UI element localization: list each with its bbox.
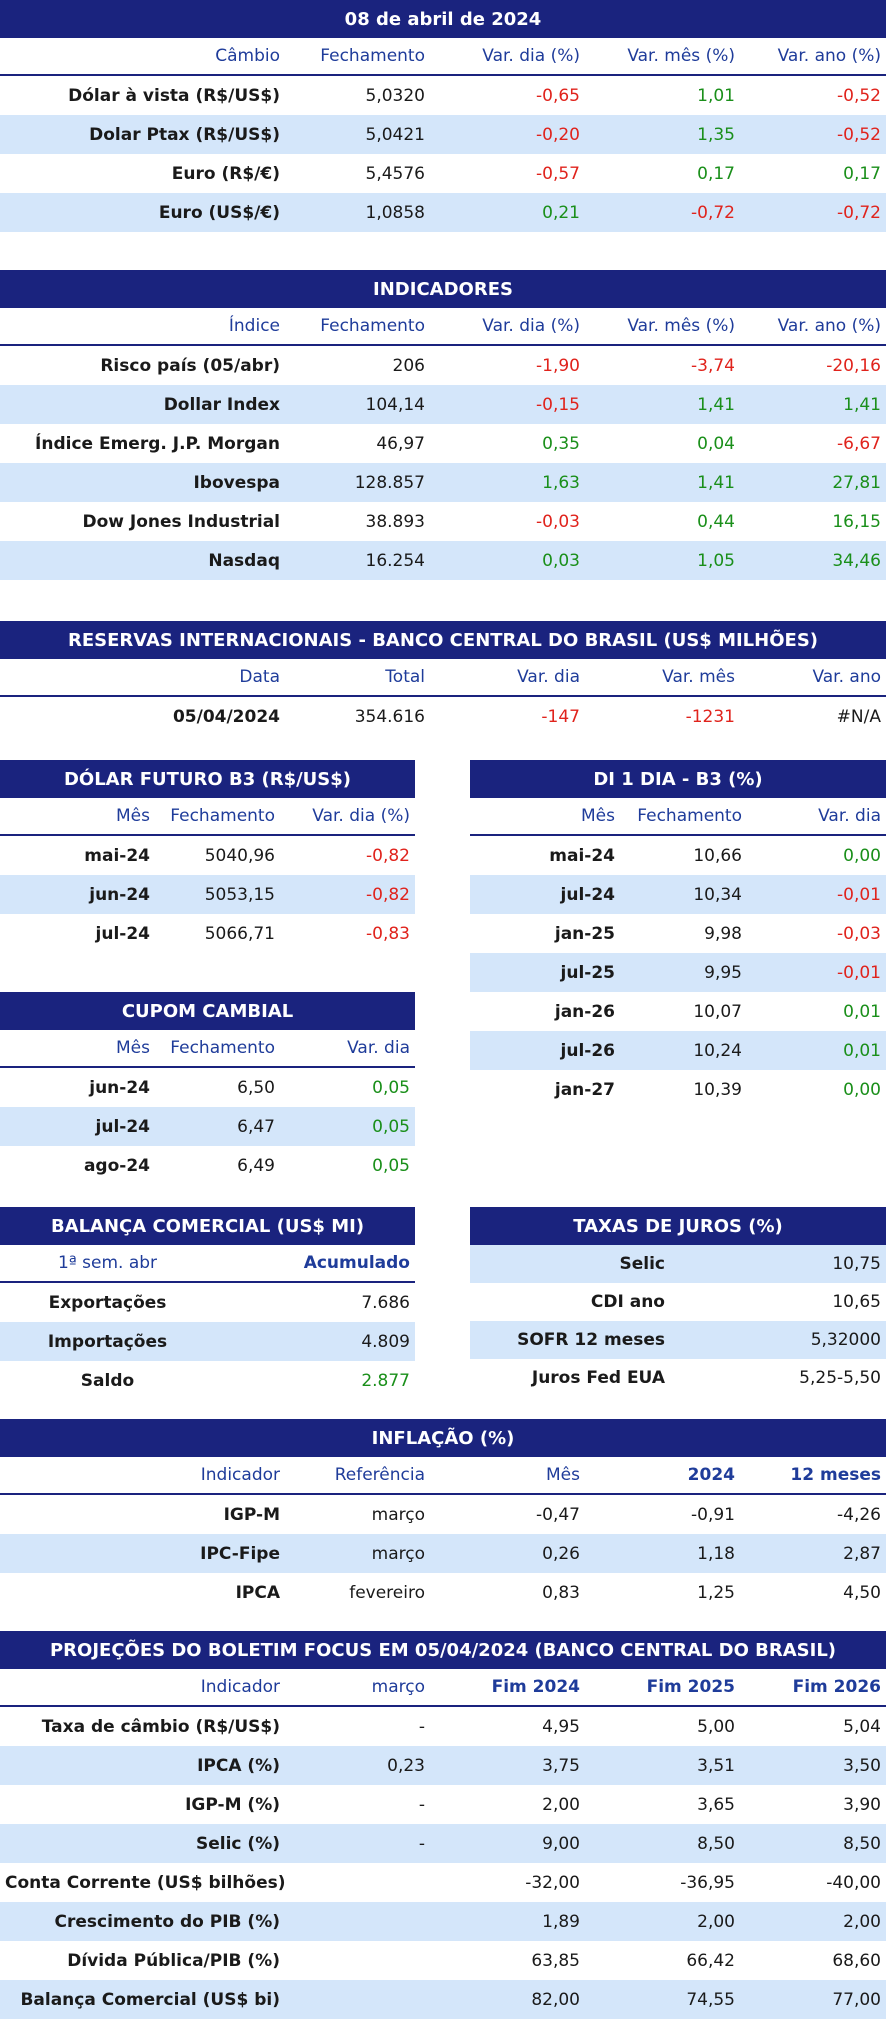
row-label: Ibovespa <box>193 472 280 493</box>
inflacao-table <box>0 1419 886 1612</box>
section-title: DÓLAR FUTURO B3 (R$/US$) <box>0 760 415 798</box>
row-label: Conta Corrente (US$ bilhões) <box>5 1872 286 1893</box>
cell-value: 0,03 <box>542 550 580 571</box>
column-header: Fim 2026 <box>792 1677 881 1697</box>
cell-value: 63,85 <box>531 1950 580 1971</box>
cell-value: 0,05 <box>372 1155 410 1176</box>
row-label: Taxa de câmbio (R$/US$) <box>41 1716 280 1737</box>
row-label: CDI ano <box>590 1292 665 1312</box>
table-row <box>0 914 415 953</box>
cell-value: 1,41 <box>697 472 735 493</box>
cell-value: 0,04 <box>697 433 735 454</box>
cell-value: - <box>418 1716 425 1737</box>
cell-value: 9,00 <box>542 1833 580 1854</box>
table-row <box>470 914 886 953</box>
column-header: Mês <box>116 806 150 826</box>
cell-value: 0,35 <box>542 433 580 454</box>
cell-value: 16,15 <box>832 511 881 532</box>
cell-value: -0,47 <box>536 1504 580 1525</box>
table-row <box>0 1068 415 1107</box>
header-row <box>0 1669 886 1707</box>
column-header: Índice <box>228 316 280 336</box>
table-row <box>0 463 886 502</box>
cell-value: -1231 <box>685 706 735 727</box>
cell-value: 3,75 <box>542 1755 580 1776</box>
column-header: Fechamento <box>320 46 425 66</box>
row-label: Euro (US$/€) <box>158 202 280 223</box>
row-label: Risco país (05/abr) <box>100 355 280 376</box>
table-row <box>470 1031 886 1070</box>
row-label: jan-27 <box>554 1079 615 1100</box>
cell-value: 1,0858 <box>365 202 425 223</box>
indicadores-table <box>0 270 886 580</box>
column-header: Var. dia <box>517 667 580 687</box>
cell-value: 206 <box>392 355 425 376</box>
column-header: Câmbio <box>215 46 280 66</box>
table-row <box>470 1245 886 1283</box>
cell-value: 8,50 <box>697 1833 735 1854</box>
cell-value: 2,00 <box>843 1911 881 1932</box>
cell-value: 38.893 <box>365 511 425 532</box>
cell-value: 0,00 <box>843 845 881 866</box>
cell-value: 6,50 <box>237 1077 275 1098</box>
table-row <box>0 875 415 914</box>
section-title: INDICADORES <box>0 270 886 308</box>
cell-value: 46,97 <box>376 433 425 454</box>
row-label: jan-26 <box>554 1001 615 1022</box>
column-header: Mês <box>116 1038 150 1058</box>
row-label: Euro (R$/€) <box>171 163 280 184</box>
column-header: Var. dia <box>347 1038 410 1058</box>
cell-value: -0,03 <box>837 923 881 944</box>
cell-value: 104,14 <box>365 394 425 415</box>
cell-value: -40,00 <box>826 1872 881 1893</box>
table-row <box>0 1573 886 1612</box>
cell-value: fevereiro <box>349 1582 425 1603</box>
column-header: Acumulado <box>303 1253 410 1273</box>
cell-value: 10,07 <box>693 1001 742 1022</box>
table-row <box>0 1863 886 1902</box>
row-label: jul-24 <box>95 1116 150 1137</box>
cell-value: 5040,96 <box>204 845 275 866</box>
cell-value: 0,01 <box>843 1001 881 1022</box>
cell-value: 1,05 <box>697 550 735 571</box>
table-row <box>470 1359 886 1397</box>
cell-value: 74,55 <box>686 1989 735 2010</box>
balanca-table <box>0 1207 415 1400</box>
column-header: Mês <box>581 806 615 826</box>
cell-value: 1,25 <box>697 1582 735 1603</box>
cell-value: 0,17 <box>843 163 881 184</box>
header-row <box>0 1245 415 1283</box>
table-row <box>470 875 886 914</box>
header-row <box>0 1457 886 1495</box>
cell-value: - <box>418 1833 425 1854</box>
table-row <box>0 1146 415 1185</box>
cell-value: 0,05 <box>372 1077 410 1098</box>
table-row <box>0 1746 886 1785</box>
table-row <box>0 1107 415 1146</box>
row-label: jul-24 <box>560 884 615 905</box>
column-header: Var. dia (%) <box>482 316 580 336</box>
juros-table <box>470 1207 886 1397</box>
table-row <box>470 953 886 992</box>
cell-value: 0,01 <box>843 1040 881 1061</box>
row-label: Saldo <box>80 1370 135 1391</box>
column-header: 12 meses <box>790 1465 881 1485</box>
cell-value: 354.616 <box>354 706 425 727</box>
column-header: Var. ano <box>812 667 881 687</box>
column-header: Fechamento <box>170 1038 275 1058</box>
row-label: Importações <box>47 1331 168 1352</box>
cell-value: 4.809 <box>361 1331 410 1352</box>
row-label: mai-24 <box>84 845 150 866</box>
column-header: março <box>371 1677 425 1697</box>
section-title: CUPOM CAMBIAL <box>0 992 415 1030</box>
table-row <box>0 1785 886 1824</box>
cell-value: 0,17 <box>697 163 735 184</box>
cell-value: -0,65 <box>536 85 580 106</box>
row-label: jul-24 <box>95 923 150 944</box>
row-label: Selic (%) <box>196 1833 280 1854</box>
row-label: Nasdaq <box>208 550 280 571</box>
section-title: 08 de abril de 2024 <box>0 0 886 38</box>
cell-value: 5,25-5,50 <box>799 1368 881 1388</box>
cell-value: 3,51 <box>697 1755 735 1776</box>
header-row <box>0 659 886 697</box>
cell-value: -147 <box>541 706 580 727</box>
column-header: Mês <box>546 1465 580 1485</box>
dolar-futuro-table <box>0 760 415 953</box>
table-row <box>470 992 886 1031</box>
cell-value: 3,90 <box>843 1794 881 1815</box>
column-header: Fechamento <box>320 316 425 336</box>
cell-value: 10,65 <box>832 1292 881 1312</box>
cell-value: 4,95 <box>542 1716 580 1737</box>
cell-value: -0,91 <box>691 1504 735 1525</box>
section-title: PROJEÇÕES DO BOLETIM FOCUS EM 05/04/2024 (BANCO CENTRAL DO BRASIL) <box>0 1631 886 1669</box>
row-label: Dívida Pública/PIB (%) <box>67 1950 280 1971</box>
column-header: Var. ano (%) <box>777 46 881 66</box>
cell-value: 5,04 <box>843 1716 881 1737</box>
column-header: Referência <box>334 1465 425 1485</box>
cell-value: -1,90 <box>536 355 580 376</box>
row-label: jul-26 <box>560 1040 615 1061</box>
cell-value: 10,75 <box>832 1254 881 1274</box>
cell-value: 1,89 <box>542 1911 580 1932</box>
cell-value: 0,44 <box>697 511 735 532</box>
column-header: Var. mês (%) <box>627 46 735 66</box>
cell-value: 5066,71 <box>204 923 275 944</box>
cell-value: 0,21 <box>542 202 580 223</box>
cell-value: 5,00 <box>697 1716 735 1737</box>
cell-value: 0,23 <box>387 1755 425 1776</box>
cell-value: 9,98 <box>704 923 742 944</box>
cell-value: 5,4576 <box>365 163 425 184</box>
cell-value: - <box>418 1794 425 1815</box>
row-label: jul-25 <box>560 962 615 983</box>
row-label: IPCA (%) <box>197 1755 280 1776</box>
cell-value: 27,81 <box>832 472 881 493</box>
cell-value: 0,00 <box>843 1079 881 1100</box>
column-header: Fim 2025 <box>646 1677 735 1697</box>
cell-value: 3,50 <box>843 1755 881 1776</box>
column-header: Var. mês <box>662 667 735 687</box>
cell-value: -0,15 <box>536 394 580 415</box>
cell-value: 0,05 <box>372 1116 410 1137</box>
cell-value: -0,83 <box>366 923 410 944</box>
table-row <box>0 193 886 232</box>
cell-value: 6,47 <box>237 1116 275 1137</box>
table-row <box>0 1980 886 2019</box>
section-title: BALANÇA COMERCIAL (US$ MI) <box>0 1207 415 1245</box>
section-title: RESERVAS INTERNACIONAIS - BANCO CENTRAL DO BRASIL (US$ MILHÕES) <box>0 621 886 659</box>
section-title: TAXAS DE JUROS (%) <box>470 1207 886 1245</box>
header-row <box>0 1030 415 1068</box>
table-row <box>470 836 886 875</box>
cell-value: 1,41 <box>697 394 735 415</box>
cell-value: -0,72 <box>691 202 735 223</box>
table-row <box>0 836 415 875</box>
row-label: SOFR 12 meses <box>517 1330 665 1350</box>
row-label: Índice Emerg. J.P. Morgan <box>35 433 280 454</box>
table-row <box>0 1495 886 1534</box>
row-label: IGP-M (%) <box>185 1794 280 1815</box>
table-row <box>470 1070 886 1109</box>
table-row <box>0 502 886 541</box>
table-row <box>0 424 886 463</box>
cell-value: 2,87 <box>843 1543 881 1564</box>
cell-value: 5,0320 <box>365 85 425 106</box>
table-row <box>0 346 886 385</box>
row-label: IPC-Fipe <box>200 1543 280 1564</box>
row-label: Dolar Ptax (R$/US$) <box>89 124 280 145</box>
cell-value: 1,01 <box>697 85 735 106</box>
column-header: Fechamento <box>170 806 275 826</box>
cell-value: 2,00 <box>697 1911 735 1932</box>
row-label: Dólar à vista (R$/US$) <box>68 85 280 106</box>
cell-value: 9,95 <box>704 962 742 983</box>
cell-value: #N/A <box>836 706 881 727</box>
cell-value: -0,82 <box>366 884 410 905</box>
cell-value: 5053,15 <box>204 884 275 905</box>
row-label: ago-24 <box>83 1155 150 1176</box>
cupom-table <box>0 992 415 1185</box>
cell-value: 1,63 <box>542 472 580 493</box>
table-row <box>0 154 886 193</box>
cell-value: -4,26 <box>837 1504 881 1525</box>
row-label: mai-24 <box>549 845 615 866</box>
cell-value: 128.857 <box>354 472 425 493</box>
cell-value: 1,41 <box>843 394 881 415</box>
section-title: INFLAÇÃO (%) <box>0 1419 886 1457</box>
table-row <box>0 1941 886 1980</box>
cell-value: 10,66 <box>693 845 742 866</box>
column-header: Fechamento <box>637 806 742 826</box>
row-label: Selic <box>619 1254 665 1274</box>
cell-value: -0,52 <box>837 85 881 106</box>
table-row <box>0 385 886 424</box>
row-label: Dollar Index <box>163 394 280 415</box>
column-header: Indicador <box>200 1677 280 1697</box>
table-row <box>0 115 886 154</box>
cell-value: 2.877 <box>361 1370 410 1391</box>
header-row <box>0 798 415 836</box>
column-header: Var. dia <box>818 806 881 826</box>
row-label: jan-25 <box>554 923 615 944</box>
column-header: Var. dia (%) <box>482 46 580 66</box>
table-row <box>0 1824 886 1863</box>
column-header: Indicador <box>200 1465 280 1485</box>
table-row <box>0 1707 886 1746</box>
column-header: Total <box>385 667 425 687</box>
table-row <box>0 1322 415 1361</box>
cell-value: 68,60 <box>832 1950 881 1971</box>
column-header: Var. ano (%) <box>777 316 881 336</box>
cell-value: -0,20 <box>536 124 580 145</box>
cell-value: março <box>371 1504 425 1525</box>
cell-value: -36,95 <box>680 1872 735 1893</box>
cell-value: -3,74 <box>691 355 735 376</box>
cell-value: 77,00 <box>832 1989 881 2010</box>
cell-value: 1,18 <box>697 1543 735 1564</box>
row-label: 05/04/2024 <box>172 706 280 727</box>
cell-value: -0,72 <box>837 202 881 223</box>
row-label: Juros Fed EUA <box>531 1368 665 1388</box>
row-label: jun-24 <box>89 1077 150 1098</box>
column-header: 2024 <box>687 1465 735 1485</box>
column-header: 1ª sem. abr <box>57 1253 158 1273</box>
cell-value: 5,32000 <box>810 1330 881 1350</box>
cell-value: -20,16 <box>826 355 881 376</box>
cell-value: 6,49 <box>237 1155 275 1176</box>
cambio-table <box>0 0 886 232</box>
cell-value: 10,39 <box>693 1079 742 1100</box>
table-row <box>470 1283 886 1321</box>
cell-value: 8,50 <box>843 1833 881 1854</box>
cell-value: -32,00 <box>525 1872 580 1893</box>
row-label: Exportações <box>48 1292 167 1313</box>
cell-value: -6,67 <box>837 433 881 454</box>
cell-value: 1,35 <box>697 124 735 145</box>
cell-value: 16.254 <box>365 550 425 571</box>
cell-value: 34,46 <box>832 550 881 571</box>
section-title: DI 1 DIA - B3 (%) <box>470 760 886 798</box>
row-label: jun-24 <box>89 884 150 905</box>
cell-value: 10,24 <box>693 1040 742 1061</box>
cell-value: 2,00 <box>542 1794 580 1815</box>
cell-value: -0,01 <box>837 962 881 983</box>
table-row <box>0 1361 415 1400</box>
reservas-table <box>0 621 886 736</box>
table-row <box>0 76 886 115</box>
cell-value: 7.686 <box>361 1292 410 1313</box>
header-row <box>0 38 886 76</box>
row-label: Dow Jones Industrial <box>82 511 280 532</box>
column-header: Var. mês (%) <box>627 316 735 336</box>
table-row <box>470 1321 886 1359</box>
table-row <box>0 697 886 736</box>
cell-value: 3,65 <box>697 1794 735 1815</box>
table-row <box>0 541 886 580</box>
cell-value: 10,34 <box>693 884 742 905</box>
cell-value: 0,26 <box>542 1543 580 1564</box>
column-header: Var. dia (%) <box>312 806 410 826</box>
cell-value: março <box>371 1543 425 1564</box>
cell-value: -0,01 <box>837 884 881 905</box>
column-header: Fim 2024 <box>491 1677 580 1697</box>
cell-value: -0,52 <box>837 124 881 145</box>
focus-table <box>0 1631 886 2019</box>
column-header: Data <box>239 667 280 687</box>
table-row <box>0 1283 415 1322</box>
cell-value: -0,82 <box>366 845 410 866</box>
header-row <box>470 798 886 836</box>
cell-value: 66,42 <box>686 1950 735 1971</box>
cell-value: -0,03 <box>536 511 580 532</box>
row-label: Balança Comercial (US$ bi) <box>20 1989 280 2010</box>
row-label: Crescimento do PIB (%) <box>54 1911 280 1932</box>
cell-value: 82,00 <box>531 1989 580 2010</box>
row-label: IGP-M <box>223 1504 280 1525</box>
di-table <box>470 760 886 1109</box>
header-row <box>0 308 886 346</box>
cell-value: 4,50 <box>843 1582 881 1603</box>
table-row <box>0 1902 886 1941</box>
table-row <box>0 1534 886 1573</box>
cell-value: 5,0421 <box>365 124 425 145</box>
cell-value: 0,83 <box>542 1582 580 1603</box>
cell-value: -0,57 <box>536 163 580 184</box>
row-label: IPCA <box>235 1582 280 1603</box>
